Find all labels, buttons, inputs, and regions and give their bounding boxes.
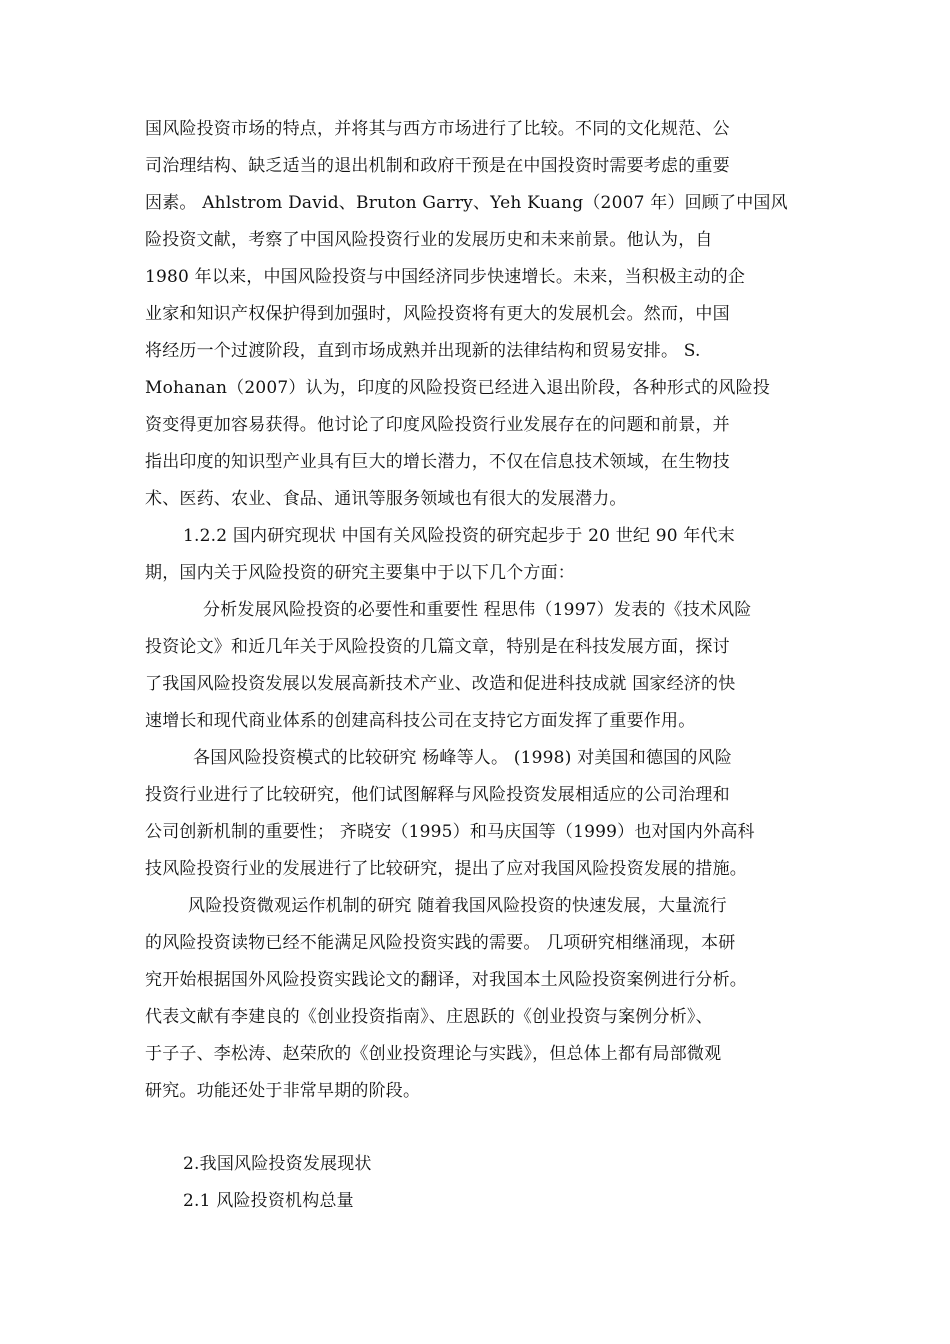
paragraph-line: 研究。功能还处于非常早期的阶段。 xyxy=(145,1081,421,1101)
paragraph-line: 分析发展风险投资的必要性和重要性 程思伟（1997）发表的《技术风险 xyxy=(203,600,752,620)
paragraph-line: 资变得更加容易获得。他讨论了印度风险投资行业发展存在的问题和前景，并 xyxy=(145,415,730,435)
paragraph-line: 术、医药、农业、食品、通讯等服务领域也有很大的发展潜力。 xyxy=(145,489,627,509)
paragraph-line: 风险投资微观运作机制的研究 随着我国风险投资的快速发展，大量流行 xyxy=(188,896,727,916)
paragraph-line: 代表文献有李建良的《创业投资指南》、庄恩跃的《创业投资与案例分析》、 xyxy=(145,1007,713,1027)
section-heading: 2.我国风险投资发展现状 xyxy=(183,1154,372,1174)
paragraph-line: 于子子、李松涛、赵荣欣的《创业投资理论与实践》，但总体上都有局部微观 xyxy=(145,1044,722,1064)
paragraph-line: 投资行业进行了比较研究，他们试图解释与风险投资发展相适应的公司治理和 xyxy=(145,785,730,805)
paragraph-line: 了我国风险投资发展以发展高新技术产业、改造和促进科技成就 国家经济的快 xyxy=(145,674,736,694)
paragraph-line: 速增长和现代商业体系的创建高科技公司在支持它方面发挥了重要作用。 xyxy=(145,711,696,731)
paragraph-line: 1980 年以来，中国风险投资与中国经济同步快速增长。未来，当积极主动的企 xyxy=(145,267,746,287)
paragraph-line: 技风险投资行业的发展进行了比较研究，提出了应对我国风险投资发展的措施。 xyxy=(145,859,747,879)
paragraph-line: 将经历一个过渡阶段，直到市场成熟并出现新的法律结构和贸易安排。 S. xyxy=(145,341,701,361)
paragraph-line: Mohanan（2007）认为，印度的风险投资已经进入退出阶段，各种形式的风险投 xyxy=(145,378,771,398)
section-heading-line: 1.2.2 国内研究现状 中国有关风险投资的研究起步于 20 世纪 90 年代末 xyxy=(183,526,735,546)
paragraph-line: 指出印度的知识型产业具有巨大的增长潜力，不仅在信息技术领域，在生物技 xyxy=(145,452,730,472)
subsection-heading: 2.1 风险投资机构总量 xyxy=(183,1191,354,1211)
paragraph-line: 业家和知识产权保护得到加强时，风险投资将有更大的发展机会。然而，中国 xyxy=(145,304,730,324)
paragraph-line: 公司创新机制的重要性； 齐晓安（1995）和马庆国等（1999）也对国内外高科 xyxy=(145,822,755,842)
paragraph-line: 险投资文献，考察了中国风险投资行业的发展历史和未来前景。他认为，自 xyxy=(145,230,713,250)
paragraph-line: 究开始根据国外风险投资实践论文的翻译，对我国本土风险投资案例进行分析。 xyxy=(145,970,747,990)
paragraph-line: 因素。 Ahlstrom David、Bruton Garry、Yeh Kuang（2007 年）回顾了中国风 xyxy=(145,193,788,213)
paragraph-line: 期，国内关于风险投资的研究主要集中于以下几个方面： xyxy=(145,563,575,583)
paragraph-line: 各国风险投资模式的比较研究 杨峰等人。 (1998) 对美国和德国的风险 xyxy=(193,748,732,768)
paragraph-line: 司治理结构、缺乏适当的退出机制和政府干预是在中国投资时需要考虑的重要 xyxy=(145,156,730,176)
paragraph-line: 国风险投资市场的特点，并将其与西方市场进行了比较。不同的文化规范、公 xyxy=(145,119,730,139)
paragraph-line: 投资论文》和近几年关于风险投资的几篇文章，特别是在科技发展方面，探讨 xyxy=(145,637,730,657)
paragraph-line: 的风险投资读物已经不能满足风险投资实践的需要。 几项研究相继涌现，本研 xyxy=(145,933,736,953)
